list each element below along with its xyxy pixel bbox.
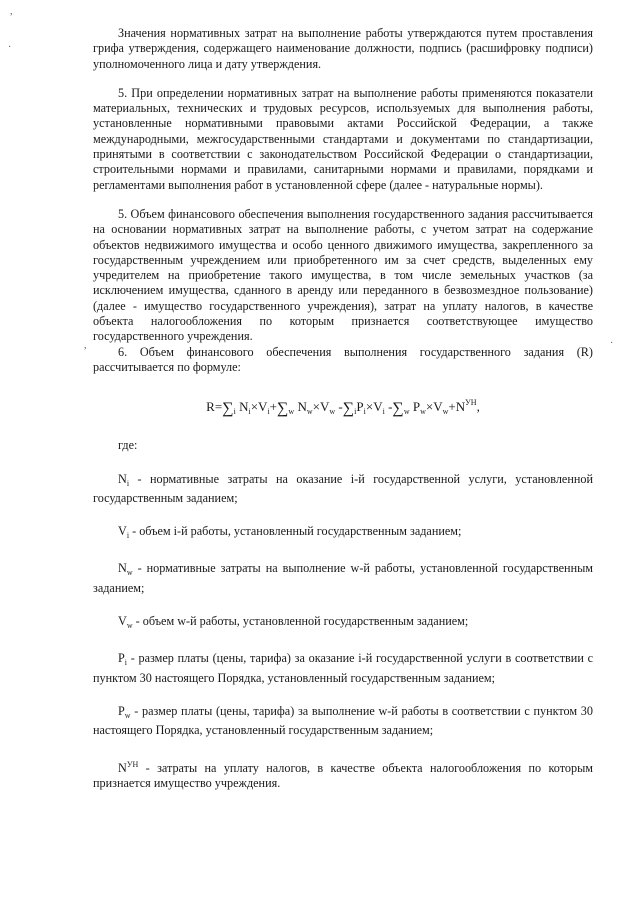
definition-symbol: $V_i$ [118,524,130,541]
definition-symbol: $N_i$ [118,471,130,488]
scan-mark: · [610,338,614,349]
definition-item [93,614,593,633]
paragraph-5-financing: 5. Объем финансового обеспечения выполнения государственного задания рассчитывается на основании нормативных затрат на выполнение работы, с учетом затрат на содержание объектов недвижимого имущества и особо ценного движимого имущества, закрепленного за государственным учреждением или приобретенного им за счет средств, выделенных ему учредителем на приобретение такого имущества, в том числе земельных участков (за исключением имущества, сданного в аренду или переданного в безвозмездное пользование) (далее - имущество государственного учреждения), затрат на уплату налогов, в качестве объекта налогообложения по которым признается соответствующее имущество государственного учреждения. [93,206,593,344]
scan-mark: , [10,6,13,17]
definition-text: - затраты на уплату налогов, в качестве объекта налогообложения по которым признается имущество учреждения. [93,760,593,790]
definitions-list [93,472,593,792]
definition-text: - объем w-й работы, установленной государственным заданием; [132,614,469,629]
document-page [93,26,593,791]
paragraph-approval: Значения нормативных затрат на выполнение работы утверждаются путем проставления грифа утверждения, содержащего наименование должности, подпись (расшифровку подписи) уполномоченного лица и дату утверждения. [93,26,593,71]
definition-item [93,561,593,596]
definition-symbol: $N^{УН}$ [118,759,139,775]
scan-mark: · [8,42,12,53]
definition-symbol: $N_w$ [118,561,133,578]
paragraph-5-norms: 5. При определении нормативных затрат на выполнение работы применяются показатели материальных, технических и трудовых ресурсов, используемых для выполнения работы, установленные нормативными правовыми актами Российской Федерации, а также международными, межгосударственными стандартами и документами по стандартизации, принятыми в соответствии с законодательством Российской Федерации о стандартизации, строительными нормами и правилами, санитарными нормами и правилами, порядками и регламентами выполнения работ в установленной сфере (далее - натуральные нормы). [93,85,593,192]
definition-item [93,704,593,739]
definition-item [93,472,593,507]
scan-mark: , [84,340,87,351]
definition-symbol: $P_w$ [118,703,131,720]
definition-text: - объем i-й работы, установленный государственным заданием; [129,524,462,539]
paragraph-6-formula-intro: 6. Объем финансового обеспечения выполнения государственного задания (R) рассчитывается по формуле: [93,344,593,374]
definition-symbol: $V_w$ [118,614,133,631]
definition-text: - нормативные затраты на выполнение w-й работы, установленной государственным заданием; [93,561,593,595]
definition-text: - нормативные затраты на оказание i-й государственной услуги, установленной государственным заданием; [93,471,593,505]
where-label: где: [118,438,138,453]
definition-text: - размер платы (цены, тарифа) за выполнение w-й работы в соответствии с пунктом 30 настоящего Порядка, установленный государственным заданием; [93,703,593,738]
definition-item [93,757,593,792]
formula-R: $R=\sum_i$ $N_i\times V_i+\sum_w$ $N_w\times V_w$ $-\sum_iP_i\times V_i$ $-\sum_w$ $P_w\times V_w+N^{УН}$, [206,398,480,418]
definition-text: - размер платы (цены, тарифа) за оказание i-й государственной услуги в соответствии с пунктом 30 настоящего Порядка, установленный государственным заданием; [93,651,593,685]
definition-item [93,651,593,686]
definition-symbol: $P_i$ [118,651,128,668]
definition-item [93,524,593,543]
